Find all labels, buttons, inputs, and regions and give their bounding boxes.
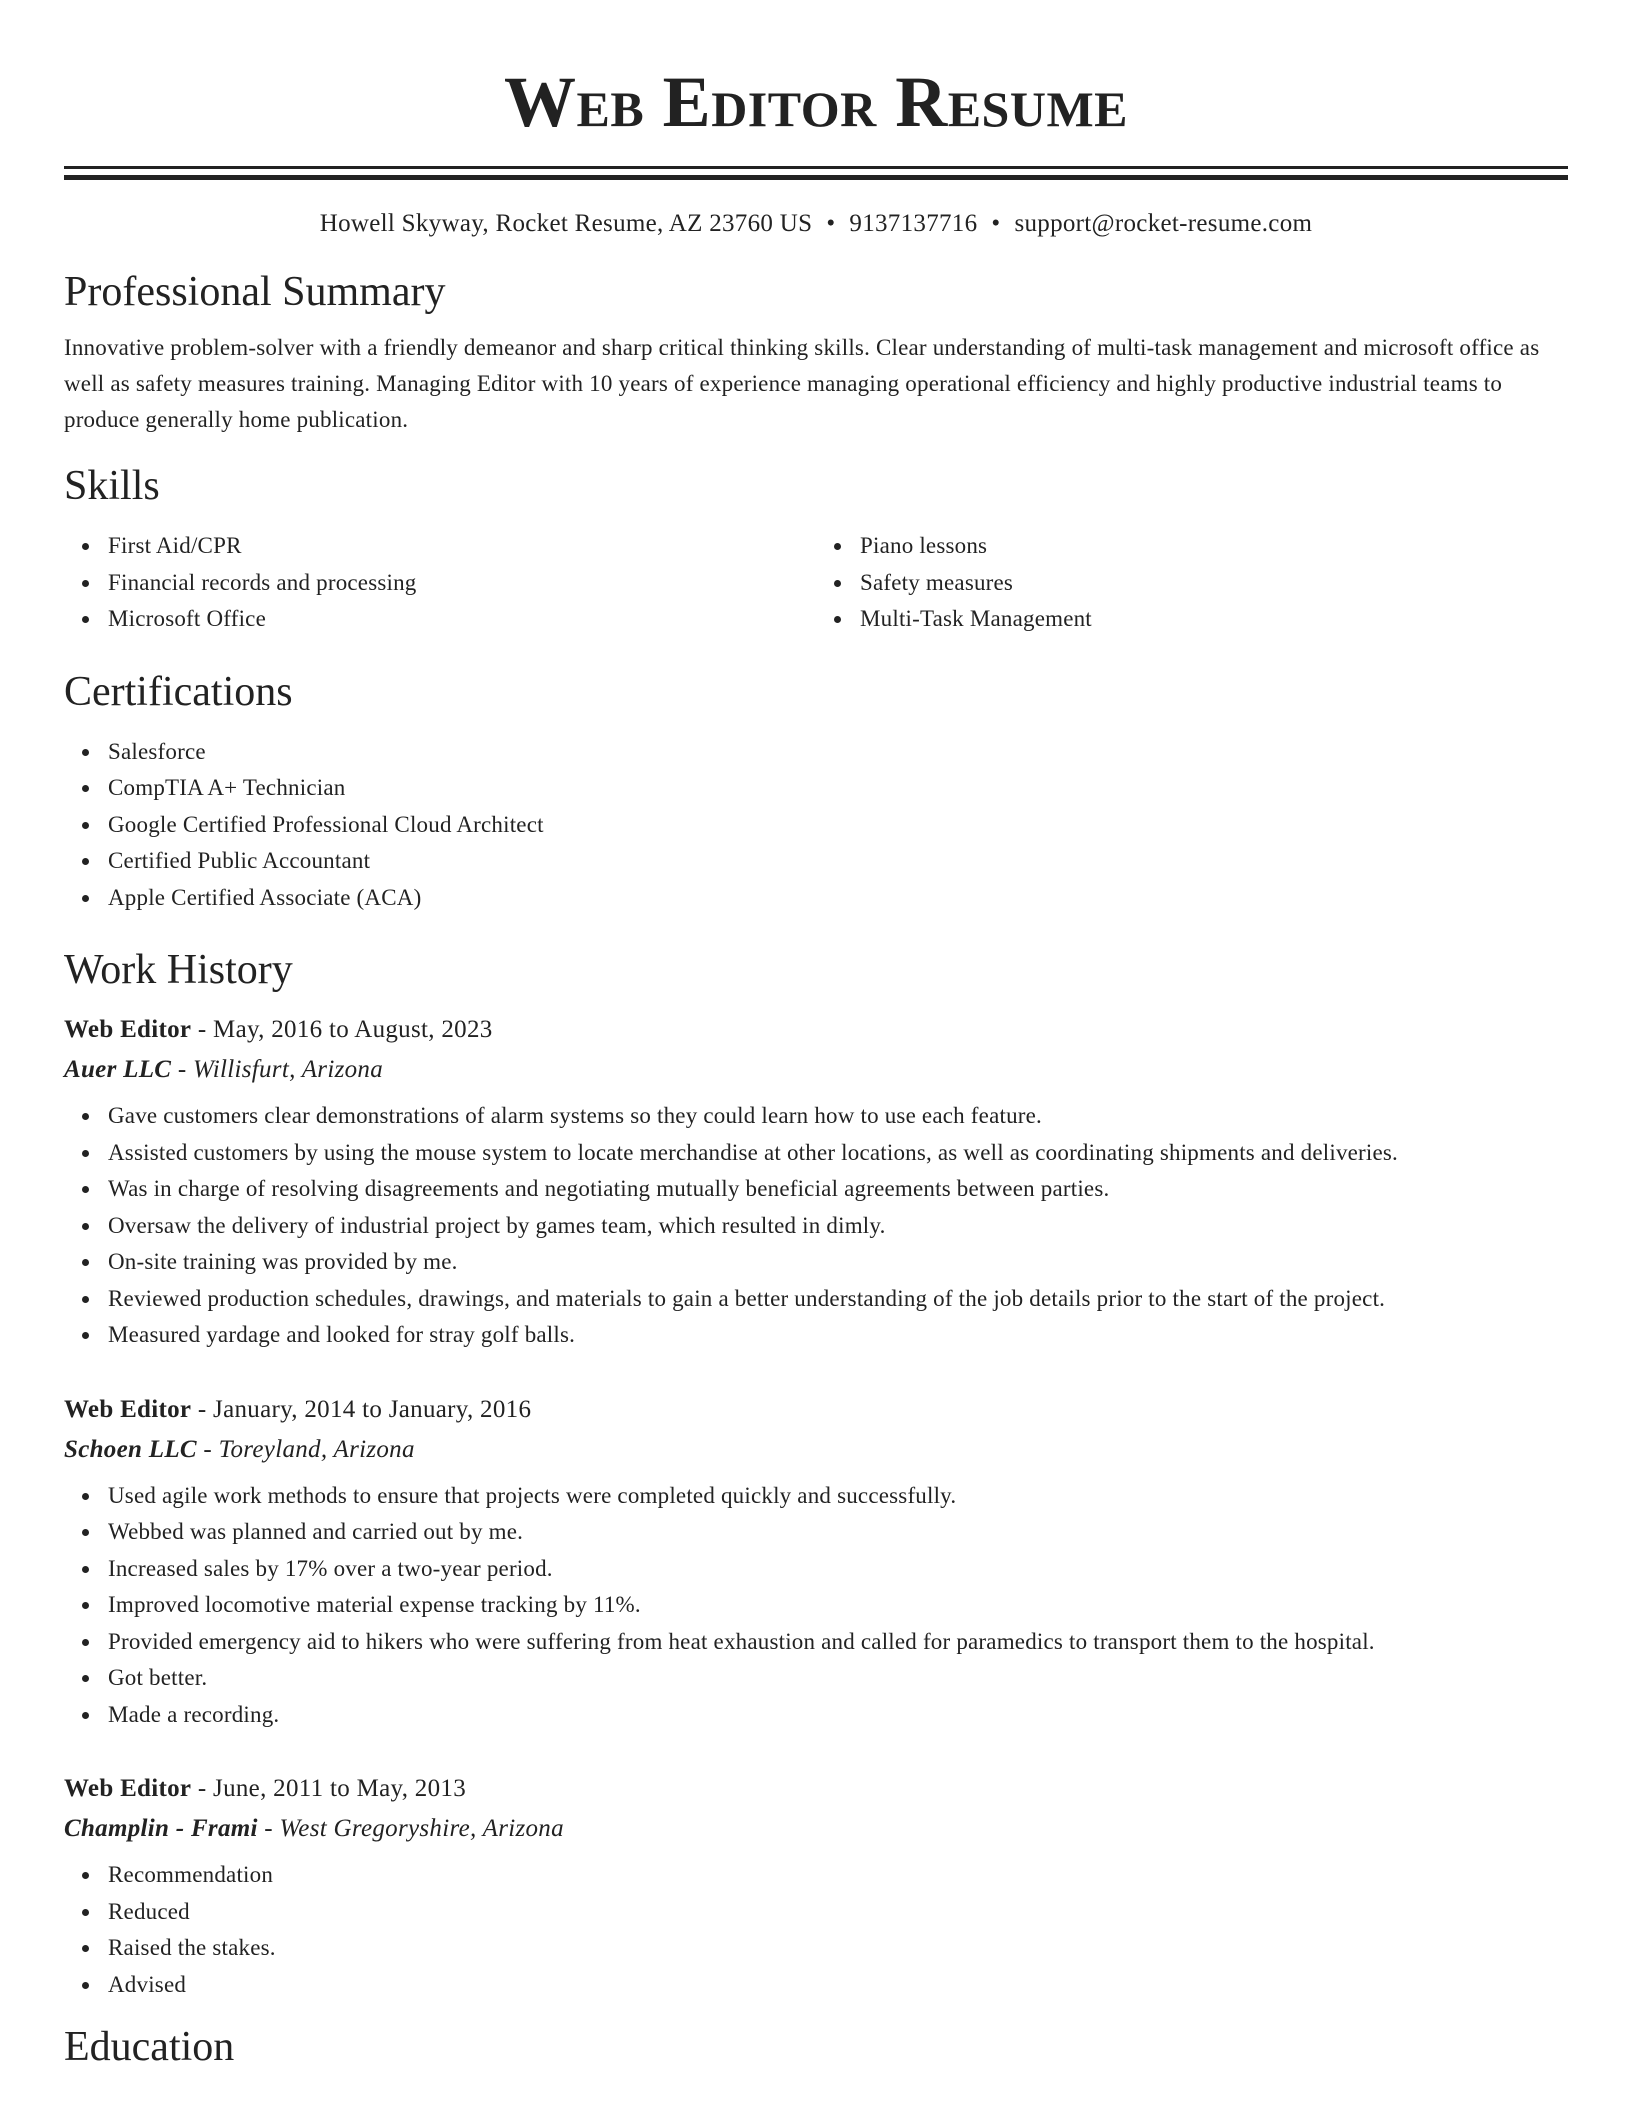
job-bullet: Webbed was planned and carried out by me. bbox=[108, 1514, 1568, 1551]
job-title-line bbox=[64, 1769, 1568, 1809]
job-bullets bbox=[64, 1478, 1568, 1734]
job-title: Web Editor bbox=[64, 1775, 192, 1802]
job-entry bbox=[64, 1010, 1568, 1354]
company-name: Schoen LLC bbox=[64, 1435, 197, 1463]
company-location: - Willisfurt, Arizona bbox=[171, 1056, 384, 1083]
job-dates: - June, 2011 to May, 2013 bbox=[191, 1775, 466, 1802]
company-line bbox=[64, 1809, 1568, 1849]
job-bullet: Improved locomotive material expense tracking by 11%. bbox=[108, 1587, 1568, 1624]
job-bullet: Measured yardage and looked for stray golf balls. bbox=[108, 1317, 1568, 1354]
certification-item: CompTIA A+ Technician bbox=[108, 770, 1568, 807]
job-bullet: Provided emergency aid to hikers who were suffering from heat exhaustion and called for paramedics to transport them to the hospital. bbox=[108, 1624, 1568, 1661]
job-dates: - May, 2016 to August, 2023 bbox=[191, 1016, 493, 1043]
skill-item: Multi-Task Management bbox=[860, 601, 1568, 638]
skill-item: Safety measures bbox=[860, 565, 1568, 602]
job-bullet: Reduced bbox=[108, 1894, 1568, 1931]
contact-phone: 9137137716 bbox=[849, 210, 978, 237]
skill-item: First Aid/CPR bbox=[108, 528, 816, 565]
job-bullet: Advised bbox=[108, 1967, 1568, 2004]
job-entry bbox=[64, 1390, 1568, 1734]
contact-separator: • bbox=[826, 210, 836, 237]
skills-grid bbox=[64, 528, 1568, 638]
company-location: - Toreyland, Arizona bbox=[196, 1435, 415, 1463]
certification-item: Salesforce bbox=[108, 734, 1568, 771]
education-heading: Education bbox=[64, 2024, 235, 2070]
certifications-list bbox=[64, 734, 1568, 917]
certification-item: Certified Public Accountant bbox=[108, 843, 1568, 880]
certifications-heading: Certifications bbox=[64, 668, 293, 715]
summary-text: Innovative problem-solver with a friendly demeanor and sharp critical thinking skills. Clear understanding of multi-task management and microsoft office as well as safety measures training. Managing Editor with 10 years of experience managing operational efficiency and highly productive industrial teams to produce generally home publication. bbox=[64, 335, 1540, 432]
job-title-line bbox=[64, 1010, 1568, 1050]
certification-item: Apple Certified Associate (ACA) bbox=[108, 880, 1568, 917]
company-name: Champlin - Frami bbox=[64, 1815, 258, 1842]
summary-heading: Professional Summary bbox=[64, 269, 446, 315]
skill-item: Financial records and processing bbox=[108, 565, 816, 602]
skills-heading: Skills bbox=[64, 463, 160, 509]
skills-list-right bbox=[816, 528, 1568, 638]
company-line bbox=[64, 1050, 1568, 1090]
job-bullet: Increased sales by 17% over a two-year period. bbox=[108, 1551, 1568, 1588]
company-name: Auer LLC bbox=[64, 1056, 172, 1083]
job-title: Web Editor bbox=[64, 1016, 192, 1043]
contact-separator: • bbox=[991, 210, 1001, 237]
title-divider-bottom bbox=[64, 175, 1568, 180]
contact-address: Howell Skyway, Rocket Resume, AZ 23760 US bbox=[319, 210, 813, 237]
job-bullet: Reviewed production schedules, drawings, and materials to gain a better understanding of the job details prior to the start of the project. bbox=[108, 1281, 1568, 1318]
job-bullet: Got better. bbox=[108, 1660, 1568, 1697]
job-bullet: Made a recording. bbox=[108, 1697, 1568, 1734]
resume-page bbox=[64, 0, 1568, 2073]
job-dates: - January, 2014 to January, 2016 bbox=[191, 1395, 532, 1423]
job-bullet: On-site training was provided by me. bbox=[108, 1244, 1568, 1281]
job-bullet: Gave customers clear demonstrations of alarm systems so they could learn how to use each feature. bbox=[108, 1098, 1568, 1135]
job-bullet: Raised the stakes. bbox=[108, 1930, 1568, 1967]
contact-email[interactable]: support@rocket-resume.com bbox=[1014, 210, 1313, 237]
job-bullet: Recommendation bbox=[108, 1857, 1568, 1894]
skill-item: Piano lessons bbox=[860, 528, 1568, 565]
company-location: - West Gregoryshire, Arizona bbox=[257, 1815, 564, 1842]
job-entry bbox=[64, 1769, 1568, 2003]
job-bullet: Was in charge of resolving disagreements and negotiating mutually beneficial agreements between parties. bbox=[108, 1171, 1568, 1208]
job-bullet: Oversaw the delivery of industrial project by games team, which resulted in dimly. bbox=[108, 1208, 1568, 1245]
job-bullets bbox=[64, 1857, 1568, 2003]
job-bullet: Assisted customers by using the mouse system to locate merchandise at other locations, as well as coordinating shipments and deliveries. bbox=[108, 1135, 1568, 1172]
job-title: Web Editor bbox=[64, 1395, 192, 1423]
skill-item: Microsoft Office bbox=[108, 601, 816, 638]
job-bullet: Used agile work methods to ensure that projects were completed quickly and successfully. bbox=[108, 1478, 1568, 1515]
contact-line bbox=[64, 208, 1568, 240]
job-bullets bbox=[64, 1098, 1568, 1354]
page-title: Web Editor Resume bbox=[503, 62, 1129, 142]
company-line bbox=[64, 1430, 1568, 1470]
certification-item: Google Certified Professional Cloud Architect bbox=[108, 807, 1568, 844]
work-history-heading: Work History bbox=[64, 947, 293, 993]
title-divider-top bbox=[64, 166, 1568, 169]
skills-list-left bbox=[64, 528, 816, 638]
job-title-line bbox=[64, 1390, 1568, 1430]
